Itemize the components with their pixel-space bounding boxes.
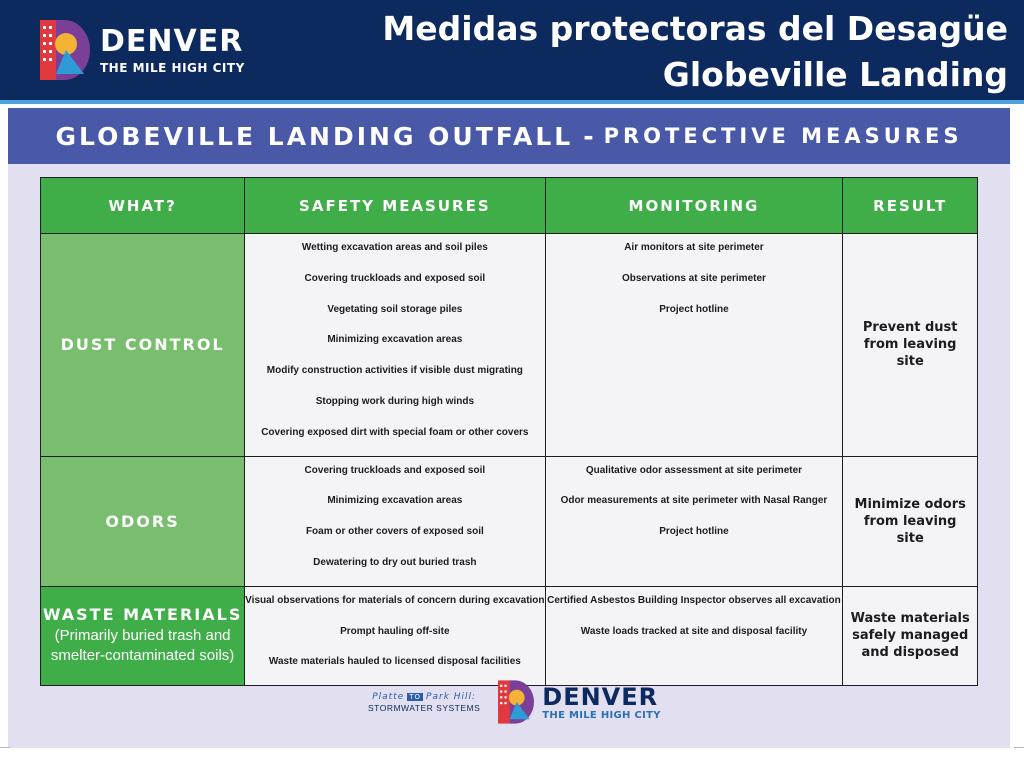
category-label: WASTE MATERIALS — [42, 605, 243, 625]
footer-denver-name: DENVER — [542, 682, 659, 711]
page-title-line1: Medidas protectoras del Desagüe — [382, 9, 1008, 48]
logo-name: DENVER — [100, 23, 244, 59]
list-item: Odor measurements at site perimeter with Nasal Ranger — [560, 495, 828, 507]
list-item: Prompt hauling off-site — [340, 625, 450, 637]
denver-logo-icon — [40, 20, 90, 80]
list-item: Foam or other covers of exposed soil — [305, 526, 484, 538]
column-header-what: WHAT? — [41, 178, 245, 234]
board-title-bar — [8, 108, 1010, 164]
pph-right-text: Park Hill: — [426, 691, 477, 702]
pph-arrow-badge: TO — [409, 692, 422, 701]
safety-measures-cell — [245, 586, 545, 685]
column-header-safety: SAFETY MEASURES — [245, 178, 545, 234]
list-item: Waste loads tracked at site and disposal facility — [580, 625, 808, 637]
pph-left-text: Platte — [372, 691, 405, 702]
board-title-separator: - — [583, 121, 594, 151]
board-title-sub: PROTECTIVE MEASURES — [603, 124, 963, 148]
category-label: ODORS — [105, 511, 180, 531]
category-odors — [41, 456, 245, 586]
footer-denver-tagline: THE MILE HIGH CITY — [542, 709, 661, 721]
crop-mark — [0, 738, 10, 748]
table-row-odors — [41, 456, 978, 586]
list-item: Vegetating soil storage piles — [327, 303, 463, 315]
page-title — [382, 6, 1008, 98]
column-header-monitoring: MONITORING — [545, 178, 843, 234]
category-waste-materials — [41, 586, 245, 685]
table-row-waste-materials — [41, 586, 978, 685]
monitoring-cell — [545, 234, 843, 457]
table-header-row — [41, 178, 978, 234]
category-dust-control — [41, 234, 245, 457]
logo-tagline: THE MILE HIGH CITY — [100, 60, 245, 75]
protective-measures-table — [40, 177, 978, 686]
list-item: Modify construction activities if visible dust migrating — [266, 365, 523, 377]
list-item: Covering truckloads and exposed soil — [304, 272, 486, 284]
list-item: Air monitors at site perimeter — [624, 242, 764, 253]
denver-logo-icon — [498, 680, 534, 724]
crop-mark — [1014, 738, 1024, 748]
category-label: DUST CONTROL — [60, 335, 225, 355]
footer-denver-logo — [498, 680, 661, 724]
pph-bottom-text: STORMWATER SYSTEMS — [368, 702, 481, 713]
result-cell: Waste materials safely managed and disposed — [843, 586, 978, 685]
platte-to-park-hill-logo — [368, 692, 480, 713]
list-item: Covering truckloads and exposed soil — [304, 464, 486, 476]
header-bar — [0, 0, 1024, 100]
list-item: Waste materials hauled to licensed disposal facilities — [268, 656, 521, 668]
list-item: Minimizing excavation areas — [327, 334, 463, 346]
list-item: Project hotline — [659, 526, 729, 538]
list-item: Covering exposed dirt with special foam or other covers — [261, 426, 529, 438]
result-cell: Prevent dust from leaving site — [843, 234, 978, 457]
footer-logos — [368, 680, 661, 724]
category-sublabel: (Primarily buried trash and smelter-contaminated soils) — [50, 627, 235, 665]
monitoring-cell — [545, 586, 843, 685]
list-item: Dewatering to dry out buried trash — [313, 556, 477, 568]
page-title-line2: Globeville Landing — [662, 55, 1008, 94]
list-item: Visual observations for materials of concern during excavation — [245, 594, 545, 606]
column-header-result: RESULT — [843, 178, 978, 234]
header-divider — [0, 100, 1024, 104]
list-item: Qualitative odor assessment at site perimeter — [585, 464, 803, 476]
safety-measures-cell — [245, 234, 545, 457]
list-item: Wetting excavation areas and soil piles — [301, 242, 488, 253]
list-item: Project hotline — [659, 303, 729, 315]
table-row-dust-control — [41, 234, 978, 457]
safety-measures-cell — [245, 456, 545, 586]
monitoring-cell — [545, 456, 843, 586]
board-title-main: GLOBEVILLE LANDING OUTFALL — [55, 121, 574, 151]
list-item: Minimizing excavation areas — [327, 495, 463, 507]
list-item: Stopping work during high winds — [315, 395, 475, 407]
list-item: Observations at site perimeter — [621, 272, 766, 284]
denver-logo — [40, 20, 245, 80]
result-cell: Minimize odors from leaving site — [843, 456, 978, 586]
list-item: Certified Asbestos Building Inspector observes all excavation — [547, 594, 841, 606]
